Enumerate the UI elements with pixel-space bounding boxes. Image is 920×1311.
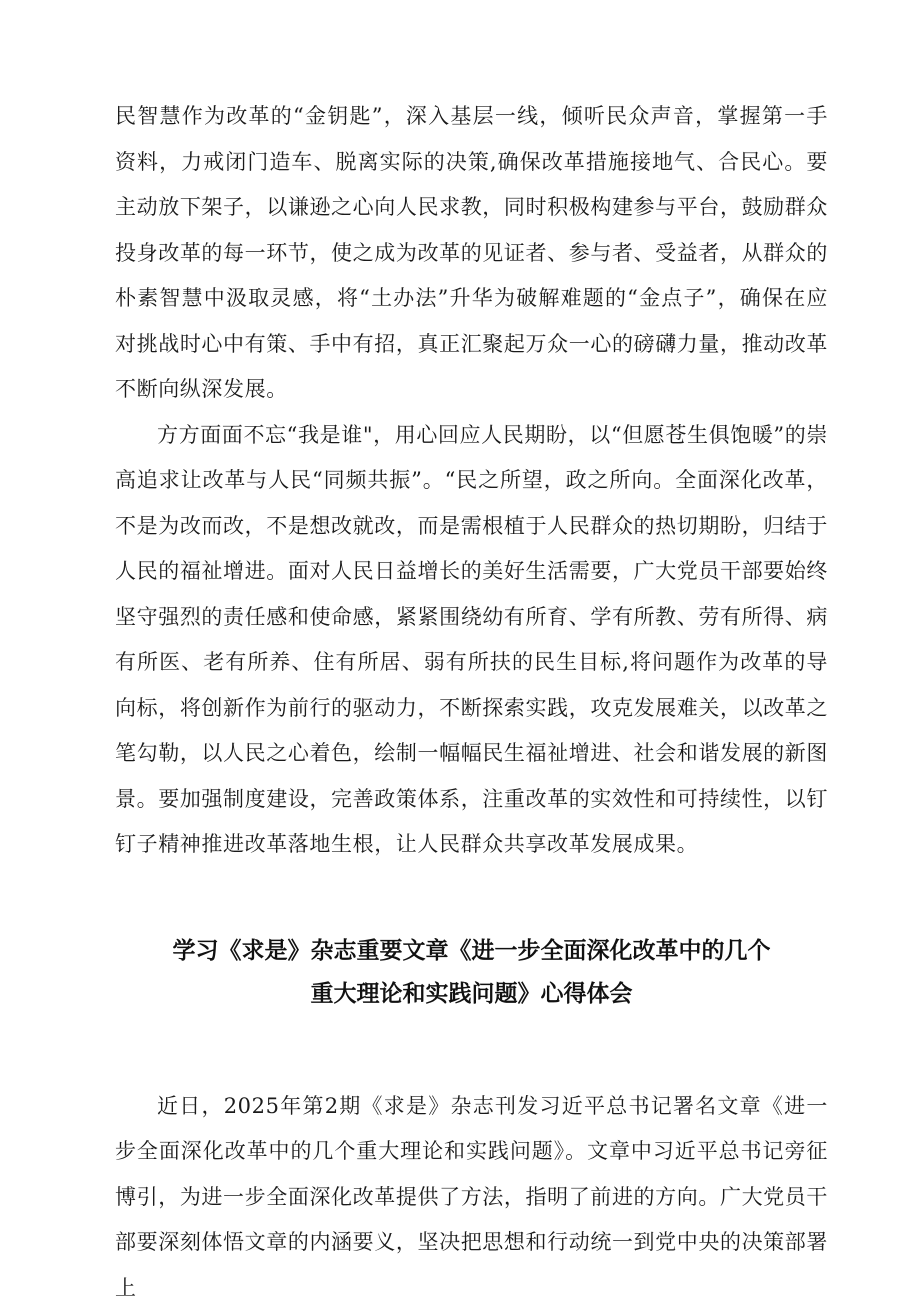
article-heading-line-2: 重大理论和实践问题》心得体会 xyxy=(311,981,633,1007)
spacer xyxy=(115,1016,828,1084)
document-page xyxy=(115,94,828,1311)
body-paragraph-1: 民智慧作为改革的“金钥匙”，深入基层一线，倾听民众声音，掌握第一手资料，力戒闭门造车、脱离实际的决策,确保改革措施接地气、合民心。要主动放下架子，以谦逊之心向人民求教，同时积极构建参与平台，鼓励群众投身改革的每一环节，使之成为改革的见证者、参与者、受益者，从群众的朴素智慧中汲取灵感，将“土办法”升华为破解难题的“金点子”，确保在应对挑战时心中有策、手中有招，真正汇聚起万众一心的磅礴力量，推动改革不断向纵深发展。 xyxy=(115,94,828,413)
article-heading-line-1: 学习《求是》杂志重要文章《进一步全面深化改革中的几个 xyxy=(173,938,771,964)
spacer xyxy=(115,868,828,930)
body-paragraph-3: 近日，2025年第2期《求是》杂志刊发习近平总书记署名文章《进一步全面深化改革中的几个重大理论和实践问题》。文章中习近平总书记旁征博引，为进一步全面深化改革提供了方法，指明了前进的方向。广大党员干部要深刻体悟文章的内涵要义，坚决把思想和行动统一到党中央的决策部署上 xyxy=(115,1084,828,1311)
body-paragraph-2: 方方面面不忘“我是谁"，用心回应人民期盼，以“但愿苍生俱饱暖”的崇高追求让改革与人民“同频共振”。“民之所望，政之所向。全面深化改革，不是为改而改，不是想改就改，而是需根植于人民群众的热切期盼，归结于人民的福祉增进。面对人民日益增长的美好生活需要，广大党员干部要始终坚守强烈的责任感和使命感，紧紧围绕幼有所育、学有所教、劳有所得、病有所医、老有所养、住有所居、弱有所扶的民生目标,将问题作为改革的导向标，将创新作为前行的驱动力，不断探索实践，攻克发展难关，以改革之笔勾勒，以人民之心着色，绘制一幅幅民生福祉增进、社会和谐发展的新图景。要加强制度建设，完善政策体系，注重改革的实效性和可持续性，以钉钉子精神推进改革落地生根，让人民群众共享改革发展成果。 xyxy=(115,413,828,868)
article-heading xyxy=(115,930,828,1016)
